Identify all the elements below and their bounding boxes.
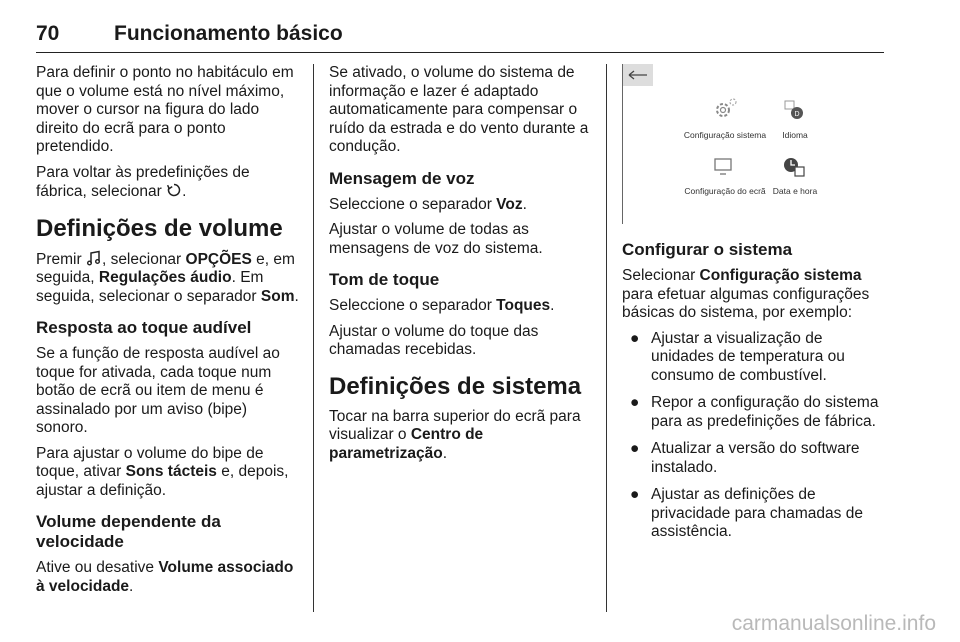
watermark: carmanualsonline.info <box>731 612 936 635</box>
page-title: Funcionamento básico <box>114 22 343 45</box>
menu-item-label[interactable]: Configuração do ecrã <box>684 186 766 196</box>
menu-item-label[interactable]: Idioma <box>782 130 808 140</box>
column-2 <box>329 64 594 470</box>
monitor-icon[interactable] <box>711 156 737 185</box>
section-heading: Definições de sistema <box>329 372 582 400</box>
list-item: ● Atualizar a versão do software instalado. <box>630 440 860 476</box>
list-item: ● Ajustar as definições de privacidade para chamadas de assistência. <box>630 486 863 540</box>
subsection-heading: Configurar o sistema <box>622 240 793 259</box>
back-arrow-icon <box>623 64 653 86</box>
page-number: 70 <box>36 22 60 45</box>
menu-item-label[interactable]: Configuração sistema <box>683 130 767 140</box>
paragraph: Seleccione o separador Voz. <box>329 195 527 213</box>
column-3 <box>622 64 887 551</box>
paragraph: Para voltar às predefinições de fábrica, selecionar . <box>36 163 250 200</box>
paragraph: Ajustar o volume do toque das chamadas recebidas. <box>329 322 539 358</box>
section-heading: Definições de volume <box>36 214 283 242</box>
settings-screenshot <box>622 64 885 224</box>
paragraph: Premir , selecionar OPÇÕES e, em seguida, Regulações áudio. Em seguida, selecionar o separador Som. <box>36 250 299 305</box>
paragraph: Se a função de resposta audível ao toque for ativada, cada toque num botão de ecrã ou item de menu é assinalado por um aviso (bipe) sonoro. <box>36 345 280 436</box>
paragraph: Para definir o ponto no habitáculo em que o volume está no nível máximo, mover o cursor na figura do lado direito do ecrã para o ponto pretendido. <box>36 64 294 155</box>
subsection-heading: Resposta ao toque audível <box>36 318 252 337</box>
svg-text:D: D <box>794 111 800 118</box>
subsection-heading: Tom de toque <box>329 270 440 289</box>
paragraph: Para ajustar o volume do bipe de toque, ativar Sons tácteis e, depois, ajustar a definição. <box>36 444 289 499</box>
paragraph: Ajustar o volume de todas as mensagens de voz do sistema. <box>329 221 543 257</box>
paragraph: Selecionar Configuração sistema para efetuar algumas configurações básicas do sistema, por exemplo: <box>622 267 870 321</box>
list-item: ● Ajustar a visualização de unidades de temperatura ou consumo de combustível. <box>630 329 845 384</box>
back-button[interactable] <box>623 64 653 86</box>
paragraph: Se ativado, o volume do sistema de informação e lazer é adaptado automaticamente para compensar o ruído da estrada e do vento durante a condução. <box>329 64 589 155</box>
language-icon[interactable] <box>781 96 807 129</box>
list-item: ● Repor a configuração do sistema para as predefinições de fábrica. <box>630 394 879 430</box>
column-divider <box>606 64 607 612</box>
paragraph: Ative ou desative Volume associado à velocidade. <box>36 559 294 595</box>
paragraph: Tocar na barra superior do ecrã para visualizar o Centro de parametrização. <box>329 407 581 462</box>
subsection-heading: Mensagem de voz <box>329 168 475 188</box>
subsection-heading: Volume dependente da velocidade <box>36 512 221 551</box>
column-divider <box>313 64 314 612</box>
page-header <box>36 22 884 53</box>
column-1 <box>36 64 301 603</box>
paragraph: Seleccione o separador Toques. <box>329 297 555 314</box>
reset-icon <box>166 182 182 198</box>
music-note-icon <box>86 250 102 266</box>
menu-item-label[interactable]: Data e hora <box>772 186 818 196</box>
gear-icon[interactable] <box>711 96 739 129</box>
bullet-list <box>622 330 887 542</box>
